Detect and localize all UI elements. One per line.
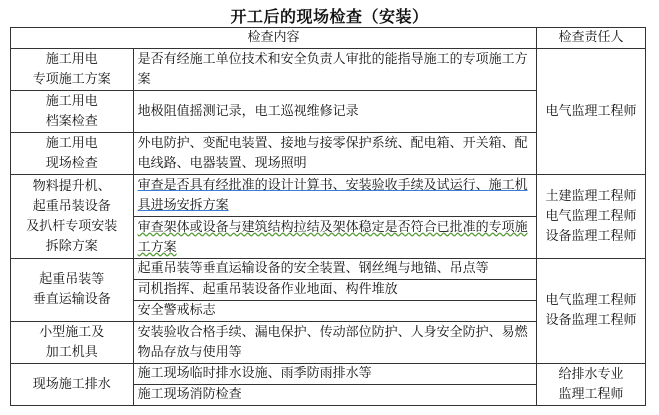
content-text: 审查是否具有经批准的设计计算书、安装验收手续及试运行、施工机具进场安拆方案 [137, 177, 528, 213]
table-row [11, 175, 646, 217]
category-line: 拆除方案 [45, 238, 98, 254]
table-row [11, 364, 646, 385]
content-cell: 外电防护、变配电装置、接地与接零保护系统、配电箱、开关箱、配电线路、电器装置、现场照明 [133, 133, 536, 175]
category-cell [11, 49, 134, 91]
category-line: 专项施工方案 [32, 71, 111, 87]
responsible-line: 电气监理工程师 [545, 103, 637, 119]
content-cell: 司机指挥、起重吊装设备作业地面、构件堆放 [133, 280, 536, 301]
responsible-line: 设备监理工程师 [545, 313, 637, 328]
content-cell: 安装验收合格手续、漏电保护、传动部位防护、人身安全防护、易燃物品存放与使用等 [133, 322, 536, 364]
category-cell [11, 259, 134, 322]
category-line: 现场施工排水 [32, 376, 111, 392]
category-line: 档案检查 [45, 113, 98, 129]
responsible-line: 设备监理工程师 [545, 228, 637, 244]
category-line: 施工用电 [45, 51, 98, 67]
category-line: 起重吊装等 [39, 272, 105, 287]
responsible-line: 给排水专业 [558, 366, 624, 382]
table-row [11, 259, 646, 280]
category-line: 垂直运输设备 [32, 292, 111, 307]
category-line: 及扒杆专项安装 [26, 218, 118, 234]
responsible-line: 电气监理工程师 [545, 293, 637, 308]
content-cell: 施工现场临时排水设施、雨季防雨排水等 [133, 364, 536, 385]
category-cell [11, 91, 134, 133]
category-line: 现场检查 [45, 155, 98, 171]
category-line: 物料提升机、 [32, 178, 111, 194]
responsible-cell [537, 364, 646, 406]
category-line: 施工用电 [45, 135, 98, 151]
content-text: 审查架体或设备与建筑结构拉结及架体稳定是否符合已批准的专项施工方案 [137, 219, 528, 255]
content-cell: 施工现场消防检查 [133, 385, 536, 406]
inspection-table [10, 27, 646, 406]
category-cell [11, 175, 134, 259]
content-cell [133, 217, 536, 259]
category-line: 施工用电 [45, 93, 98, 109]
content-cell: 地极阻值摇测记录，电工巡视维修记录 [133, 91, 536, 133]
responsible-cell [537, 175, 646, 259]
responsible-cell [537, 259, 646, 364]
responsible-cell [537, 49, 646, 175]
category-line: 加工机具 [45, 344, 98, 360]
header-content: 检查内容 [11, 28, 537, 49]
header-responsible: 检查责任人 [537, 28, 646, 49]
content-cell: 安全警戒标志 [133, 301, 536, 322]
content-cell: 起重吊装等垂直运输设备的安全装置、钢丝绳与地锚、吊点等 [133, 259, 536, 280]
table-row [11, 49, 646, 91]
category-cell [11, 133, 134, 175]
responsible-line: 土建监理工程师 [545, 188, 637, 204]
category-line: 小型施工及 [39, 324, 105, 340]
category-line: 起重吊装设备 [32, 198, 111, 214]
table-header-row [11, 28, 646, 49]
content-cell: 是否有经施工单位技术和安全负责人审批的能指导施工的专项施工方案 [133, 49, 536, 91]
responsible-line: 电气监理工程师 [545, 208, 637, 224]
content-cell [133, 175, 536, 217]
category-cell [11, 322, 134, 364]
document-title: 开工后的现场检查（安装） [230, 7, 429, 26]
responsible-line: 监理工程师 [558, 386, 624, 402]
category-cell [11, 364, 134, 406]
